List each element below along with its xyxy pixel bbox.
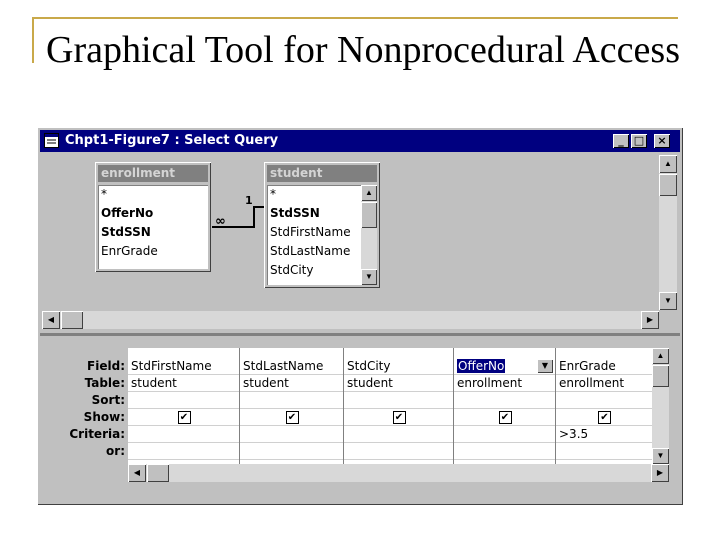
- pane-splitter[interactable]: [40, 333, 680, 336]
- scroll-thumb[interactable]: [659, 174, 677, 196]
- field-item[interactable]: StdCity: [270, 263, 314, 277]
- row-label-or: or:: [106, 444, 125, 458]
- grid-horizontal-scrollbar[interactable]: [128, 464, 669, 482]
- scroll-up-button[interactable]: ▲: [652, 348, 669, 364]
- window-titlebar[interactable]: [40, 130, 680, 152]
- scroll-right-button[interactable]: ▶: [651, 464, 669, 482]
- scroll-thumb[interactable]: [61, 311, 83, 329]
- criteria-cell[interactable]: [454, 426, 555, 443]
- criteria-cell[interactable]: [128, 426, 239, 443]
- scroll-thumb[interactable]: [147, 464, 169, 482]
- table-cell[interactable]: student: [128, 375, 239, 392]
- field-cell[interactable]: EnrGrade: [556, 358, 652, 375]
- scroll-down-button[interactable]: ▼: [361, 269, 377, 285]
- scroll-right-button[interactable]: ▶: [641, 311, 659, 329]
- field-cell[interactable]: StdFirstName: [128, 358, 239, 375]
- scroll-up-button[interactable]: ▲: [659, 155, 677, 173]
- relationship-line: [253, 206, 255, 228]
- window-title: Chpt1-Figure7 : Select Query: [65, 133, 279, 148]
- field-item[interactable]: StdSSN: [270, 206, 320, 220]
- field-cell[interactable]: StdLastName: [240, 358, 343, 375]
- field-cell[interactable]: StdCity: [344, 358, 453, 375]
- row-label-field: Field:: [87, 359, 125, 373]
- maximize-button[interactable]: □: [631, 134, 647, 148]
- field-list-body: [267, 185, 361, 285]
- grid-column: [454, 348, 556, 464]
- table-diagram-pane: [42, 155, 677, 331]
- or-cell[interactable]: [454, 443, 555, 460]
- student-field-list[interactable]: [264, 162, 380, 288]
- chevron-down-icon[interactable]: ▼: [537, 359, 553, 373]
- select-query-window: [37, 127, 683, 505]
- row-label-show: Show:: [83, 410, 125, 424]
- field-item[interactable]: StdSSN: [101, 225, 151, 239]
- grid-column: [128, 348, 240, 464]
- field-list-title-enrollment[interactable]: enrollment: [98, 165, 208, 182]
- or-cell[interactable]: [556, 443, 652, 460]
- sort-cell[interactable]: [344, 392, 453, 409]
- scroll-down-button[interactable]: ▼: [652, 448, 669, 464]
- show-cell: [344, 409, 453, 426]
- show-checkbox[interactable]: ✔: [286, 411, 299, 424]
- row-label-criteria: Criteria:: [69, 427, 125, 441]
- field-cell-selected[interactable]: OfferNo ▼: [454, 358, 555, 375]
- diagram-vertical-scrollbar[interactable]: [659, 155, 677, 310]
- field-list-scrollbar[interactable]: [361, 185, 377, 285]
- slide-accent-bar: [32, 17, 34, 63]
- field-item[interactable]: *: [101, 187, 107, 201]
- or-cell[interactable]: [344, 443, 453, 460]
- diagram-horizontal-scrollbar[interactable]: [42, 311, 659, 329]
- slide-accent-line: [32, 17, 678, 19]
- scroll-left-button[interactable]: ◀: [42, 311, 60, 329]
- close-button[interactable]: ×: [654, 134, 670, 148]
- row-label-sort: Sort:: [91, 393, 125, 407]
- field-item[interactable]: StdLastName: [270, 244, 351, 258]
- scroll-thumb[interactable]: [361, 202, 377, 228]
- slide-title: Graphical Tool for Nonprocedural Access: [46, 29, 680, 71]
- sort-cell[interactable]: [454, 392, 555, 409]
- minimize-button[interactable]: _: [613, 134, 629, 148]
- query-design-grid: [128, 348, 652, 464]
- one-side-symbol: 1: [245, 194, 253, 207]
- or-cell[interactable]: [240, 443, 343, 460]
- sort-cell[interactable]: [240, 392, 343, 409]
- show-checkbox[interactable]: ✔: [499, 411, 512, 424]
- many-side-symbol: ∞: [215, 214, 226, 229]
- field-item[interactable]: OfferNo: [101, 206, 154, 220]
- table-cell[interactable]: enrollment: [454, 375, 555, 392]
- field-item[interactable]: StdFirstName: [270, 225, 351, 239]
- show-cell: [454, 409, 555, 426]
- show-checkbox[interactable]: ✔: [178, 411, 191, 424]
- scroll-left-button[interactable]: ◀: [128, 464, 146, 482]
- table-cell[interactable]: enrollment: [556, 375, 652, 392]
- field-list-body: [98, 185, 208, 269]
- sort-cell[interactable]: [556, 392, 652, 409]
- table-cell[interactable]: student: [240, 375, 343, 392]
- scroll-down-button[interactable]: ▼: [659, 292, 677, 310]
- field-item[interactable]: *: [270, 187, 276, 201]
- show-cell: [128, 409, 239, 426]
- criteria-cell[interactable]: >3.5: [556, 426, 652, 443]
- scroll-thumb[interactable]: [652, 365, 669, 387]
- show-checkbox[interactable]: ✔: [393, 411, 406, 424]
- row-label-table: Table:: [84, 376, 125, 390]
- table-cell[interactable]: student: [344, 375, 453, 392]
- scroll-up-button[interactable]: ▲: [361, 185, 377, 201]
- field-list-title-student[interactable]: student: [267, 165, 377, 182]
- sort-cell[interactable]: [128, 392, 239, 409]
- grid-column: [240, 348, 344, 464]
- grid-column: [556, 348, 652, 464]
- criteria-cell[interactable]: [240, 426, 343, 443]
- query-window-icon: [44, 133, 59, 148]
- criteria-cell[interactable]: [344, 426, 453, 443]
- or-cell[interactable]: [128, 443, 239, 460]
- show-cell: [240, 409, 343, 426]
- grid-column: [344, 348, 454, 464]
- show-cell: [556, 409, 652, 426]
- enrollment-field-list[interactable]: [95, 162, 211, 272]
- grid-vertical-scrollbar[interactable]: [652, 348, 669, 464]
- field-item[interactable]: EnrGrade: [101, 244, 158, 258]
- show-checkbox[interactable]: ✔: [598, 411, 611, 424]
